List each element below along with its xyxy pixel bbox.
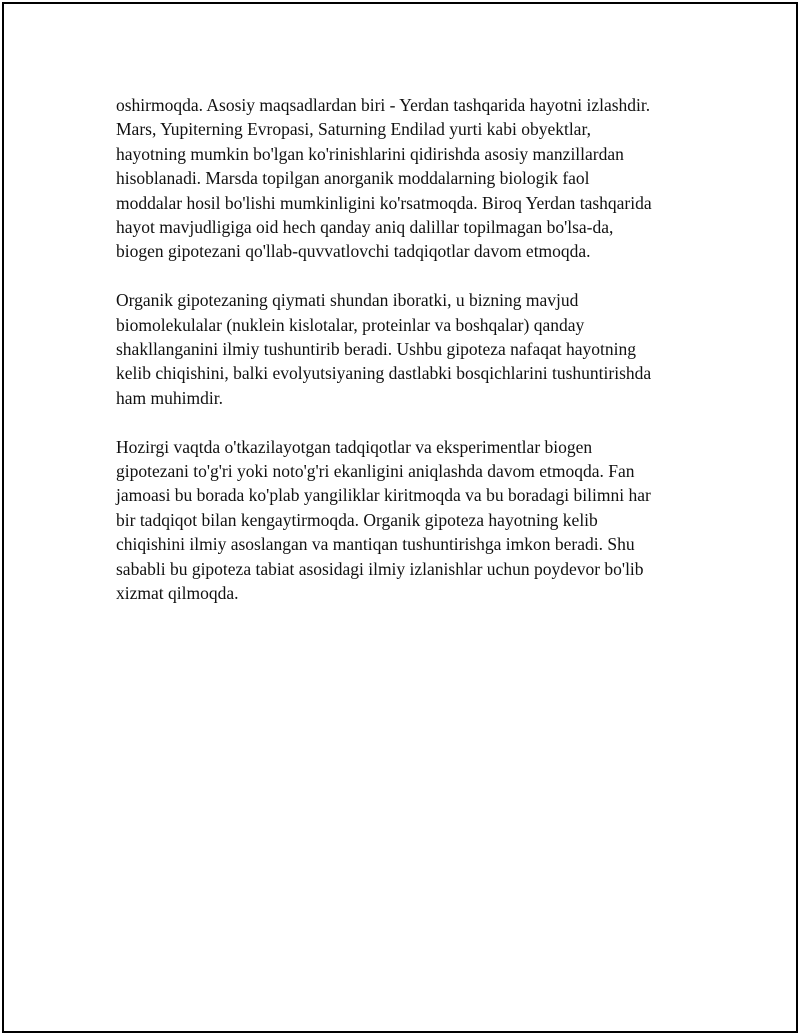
text-line: moddalar hosil bo'lishi mumkinligini ko'rsatmoqda. Biroq Yerdan tashqarida: [116, 192, 652, 213]
paragraph-3: [116, 435, 696, 606]
text-line: shakllanganini ilmiy tushuntirib beradi. Ushbu gipoteza nafaqat hayotning: [116, 339, 637, 360]
text-line: Hozirgi vaqtda o'tkazilayotgan tadqiqotlar va eksperimentlar biogen: [116, 436, 593, 457]
text-line: Mars, Yupiterning Evropasi, Saturning Endilad yurti kabi obyektlar,: [116, 119, 591, 140]
text-line: sababli bu gipoteza tabiat asosidagi ilmiy izlanishlar uchun poydevor bo'lib: [116, 558, 644, 579]
text-line: biomolekulalar (nuklein kislotalar, proteinlar va boshqalar) qanday: [116, 314, 585, 335]
text-line: hayot mavjudligiga oid hech qanday aniq dalillar topilmagan bo'lsa-da,: [116, 217, 614, 238]
text-line: biogen gipotezani qo'llab-quvvatlovchi tadqiqotlar davom etmoqda.: [116, 241, 591, 262]
paragraph-1: [116, 93, 696, 264]
text-line: hisoblanadi. Marsda topilgan anorganik moddalarning biologik faol: [116, 168, 590, 189]
text-line: gipotezani to'g'ri yoki noto'g'ri ekanligini aniqlashda davom etmoqda. Fan: [116, 461, 635, 482]
text-line: hayotning mumkin bo'lgan ko'rinishlarini qidirishda asosiy manzillardan: [116, 143, 624, 164]
text-line: jamoasi bu borada ko'plab yangiliklar kiritmoqda va bu boradagi bilimni har: [116, 485, 651, 506]
text-line: oshirmoqda. Asosiy maqsadlardan biri - Yerdan tashqarida hayotni izlashdir.: [116, 95, 651, 115]
text-line: Organik gipotezaning qiymati shundan iboratki, u bizning mavjud: [116, 290, 579, 311]
document-body: [116, 93, 696, 630]
text-line: xizmat qilmoqda.: [116, 583, 239, 604]
text-line: chiqishini ilmiy asoslangan va mantiqan tushuntirishga imkon beradi. Shu: [116, 534, 635, 555]
text-line: kelib chiqishini, balki evolyutsiyaning dastlabki bosqichlarini tushuntirishda: [116, 363, 652, 384]
paragraph-2: [116, 288, 696, 410]
text-line: ham muhimdir.: [116, 387, 223, 408]
text-line: bir tadqiqot bilan kengaytirmoqda. Organik gipoteza hayotning kelib: [116, 509, 598, 530]
